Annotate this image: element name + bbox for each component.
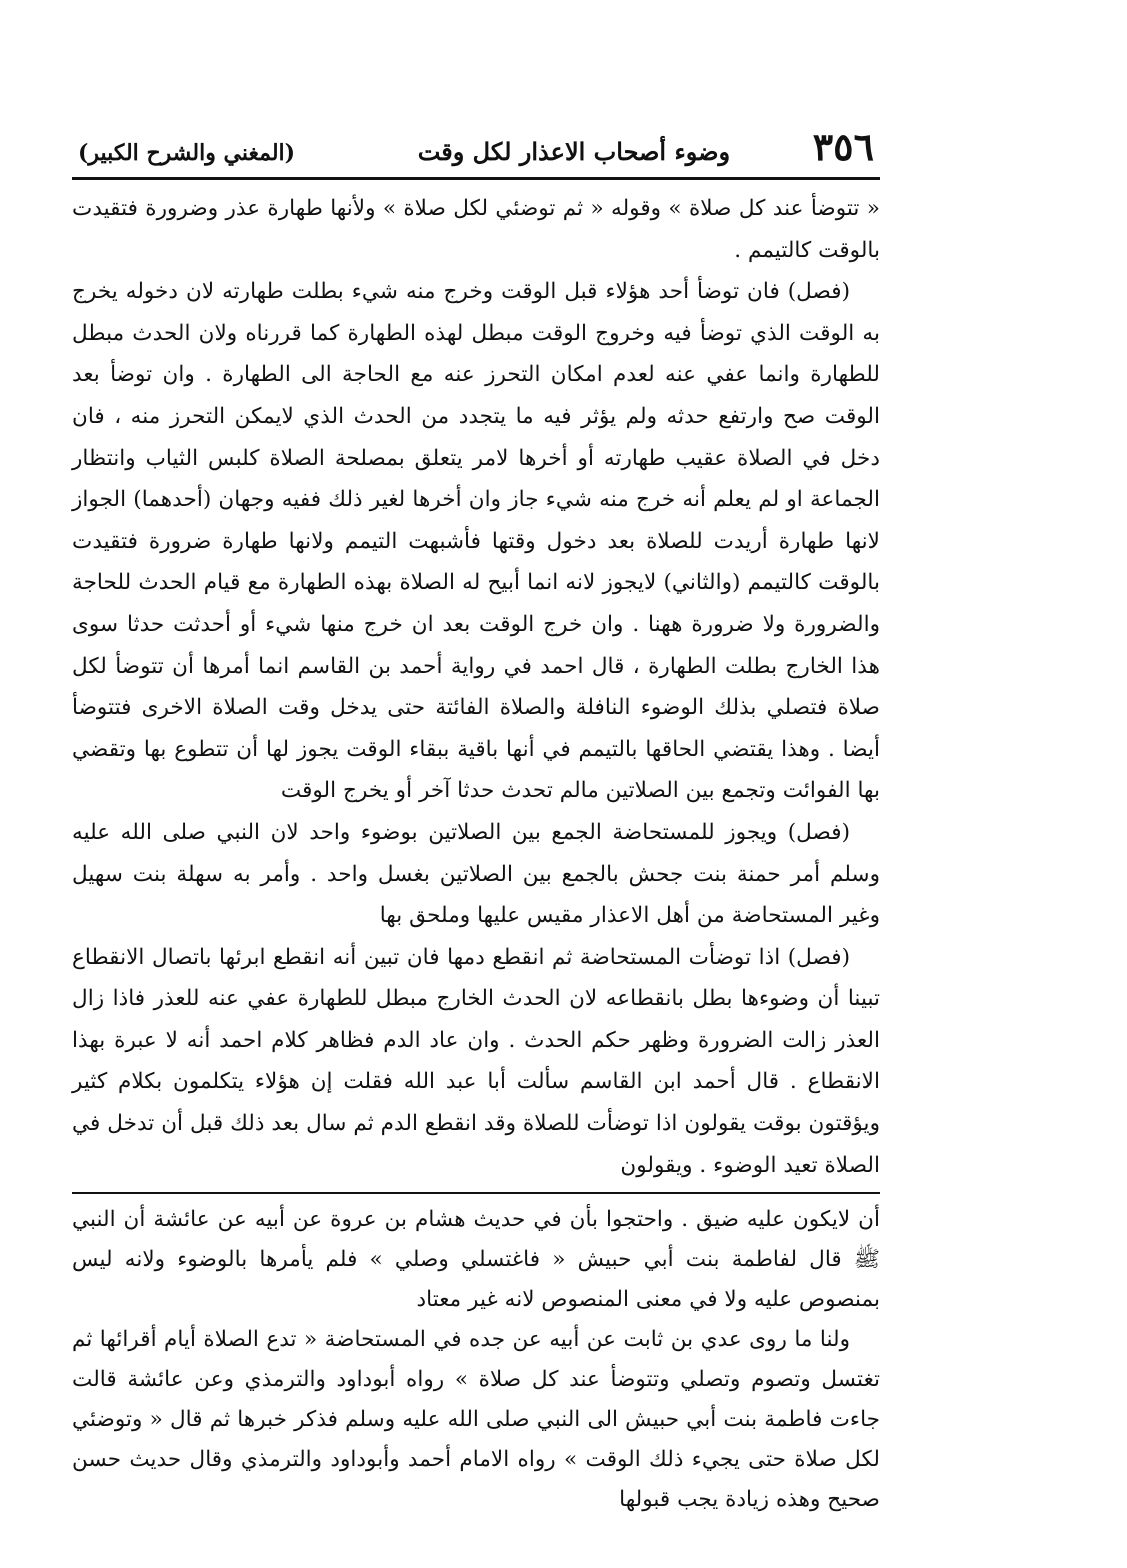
main-paragraph: « تتوضأ عند كل صلاة » وقوله « ثم توضئي لكل صلاة » ولأنها طهارة عذر وضرورة فتقيدت بالوقت كالتيمم . xyxy=(72,196,880,263)
footnote-separator xyxy=(72,1192,880,1194)
main-paragraph: (فصل) فان توضأ أحد هؤلاء قبل الوقت وخرج منه شيء بطلت طهارته لان دخوله يخرج به الوقت الذي توضأ فيه وخروج الوقت مبطل لهذه الطهارة كما قررناه ولان الحدث مبطل للطهارة وانما عفي عنه لعدم امكان التحرز عنه مع الحاجة الى الطهارة . وان توضأ بعد الوقت صح وارتفع حدثه ولم يؤثر فيه ما يتجدد من الحدث الذي لايمكن التحرز منه ، فان دخل في الصلاة عقيب طهارته أو أخرها لامر يتعلق بمصلحة الصلاة كلبس الثياب وانتظار الجماعة او لم يعلم أنه خرج منه شيء جاز وان أخرها لغير ذلك ففيه وجهان (أحدهما) الجواز لانها طهارة أريدت للصلاة بعد دخول وقتها فأشبهت التيمم ولانها طهارة ضرورة فتقيدت بالوقت كالتيمم (والثاني) لايجوز لانه انما أبيح له الصلاة بهذه الطهارة مع قيام الحدث للحاجة والضرورة ولا ضرورة ههنا . وان خرج الوقت بعد ان خرج منها شيء أو أحدثت حدثا سوى هذا الخارج بطلت الطهارة ، قال احمد في رواية أحمد بن القاسم انما أمرها أن تتوضأ لكل صلاة فتصلي بذلك الوضوء النافلة والصلاة الفائتة حتى يدخل وقت الصلاة الاخرى فتتوضأ أيضا . وهذا يقتضي الحاقها بالتيمم في أنها باقية ببقاء الوقت يجوز لها أن تتطوع بها وتقضي بها الفوائت وتجمع بين الصلاتين مالم تحدث حدثا آخر أو يخرج الوقت xyxy=(72,279,880,804)
book-title: (المغني والشرح الكبير) xyxy=(78,140,296,166)
chapter-title: وضوء أصحاب الاعذار لكل وقت xyxy=(417,137,731,166)
footnote-paragraph: أن لايكون عليه ضيق . واحتجوا بأن في حديث هشام بن عروة عن أبيه عن عائشة أن النبي ﷺ قال لفاطمة بنت أبي حبيش « فاغتسلي وصلي » فلم يأمرها بالوضوء ولانه ليس بمنصوص عليه ولا في معنى المنصوص لانه غير معتاد xyxy=(72,1207,880,1313)
main-paragraph: (فصل) ويجوز للمستحاضة الجمع بين الصلاتين بوضوء واحد لان النبي صلى الله عليه وسلم أمر حمنة بنت جحش بالجمع بين الصلاتين بغسل واحد . وأمر به سهلة بنت سهيل وغير المستحاضة من أهل الاعذار مقيس عليها وملحق بها xyxy=(72,819,880,929)
footnote-text xyxy=(72,1200,880,1520)
footnote-paragraph: ولنا ما روى عدي بن ثابت عن أبيه عن جده في المستحاضة « تدع الصلاة أيام أقرائها ثم تغتسل وتصوم وتصلي وتتوضأ عند كل صلاة » رواه أبوداود والترمذي وعن عائشة قالت جاءت فاطمة بنت أبي حبيش الى النبي صلى الله عليه وسلم فذكر خبرها ثم قال « وتوضئي لكل صلاة حتى يجيء ذلك الوقت » رواه الامام أحمد وأبوداود والترمذي وقال حديث حسن صحيح وهذه زيادة يجب قبولها xyxy=(72,1327,880,1513)
main-paragraph: (فصل) اذا توضأت المستحاضة ثم انقطع دمها فان تبين أنه انقطع ابرئها باتصال الانقطاع تبينا أن وضوءها بطل بانقطاعه لان الحدث الخارج مبطل للطهارة عفي عنه للعذر فاذا زال العذر زالت الضرورة وظهر حكم الحدث . وان عاد الدم فظاهر كلام احمد أنه لا عبرة بهذا الانقطاع . قال أحمد ابن القاسم سألت أبا عبد الله فقلت إن هؤلاء يتكلمون بكلام كثير ويؤقتون بوقت يقولون اذا توضأت للصلاة وقد انقطع الدم ثم سال بعد ذلك قبل أن تدخل في الصلاة تعيد الوضوء . ويقولون xyxy=(72,944,880,1178)
main-text xyxy=(72,188,880,1186)
page-header xyxy=(72,124,880,180)
page-number: ٣٥٦ xyxy=(812,124,874,169)
page xyxy=(72,124,880,1520)
